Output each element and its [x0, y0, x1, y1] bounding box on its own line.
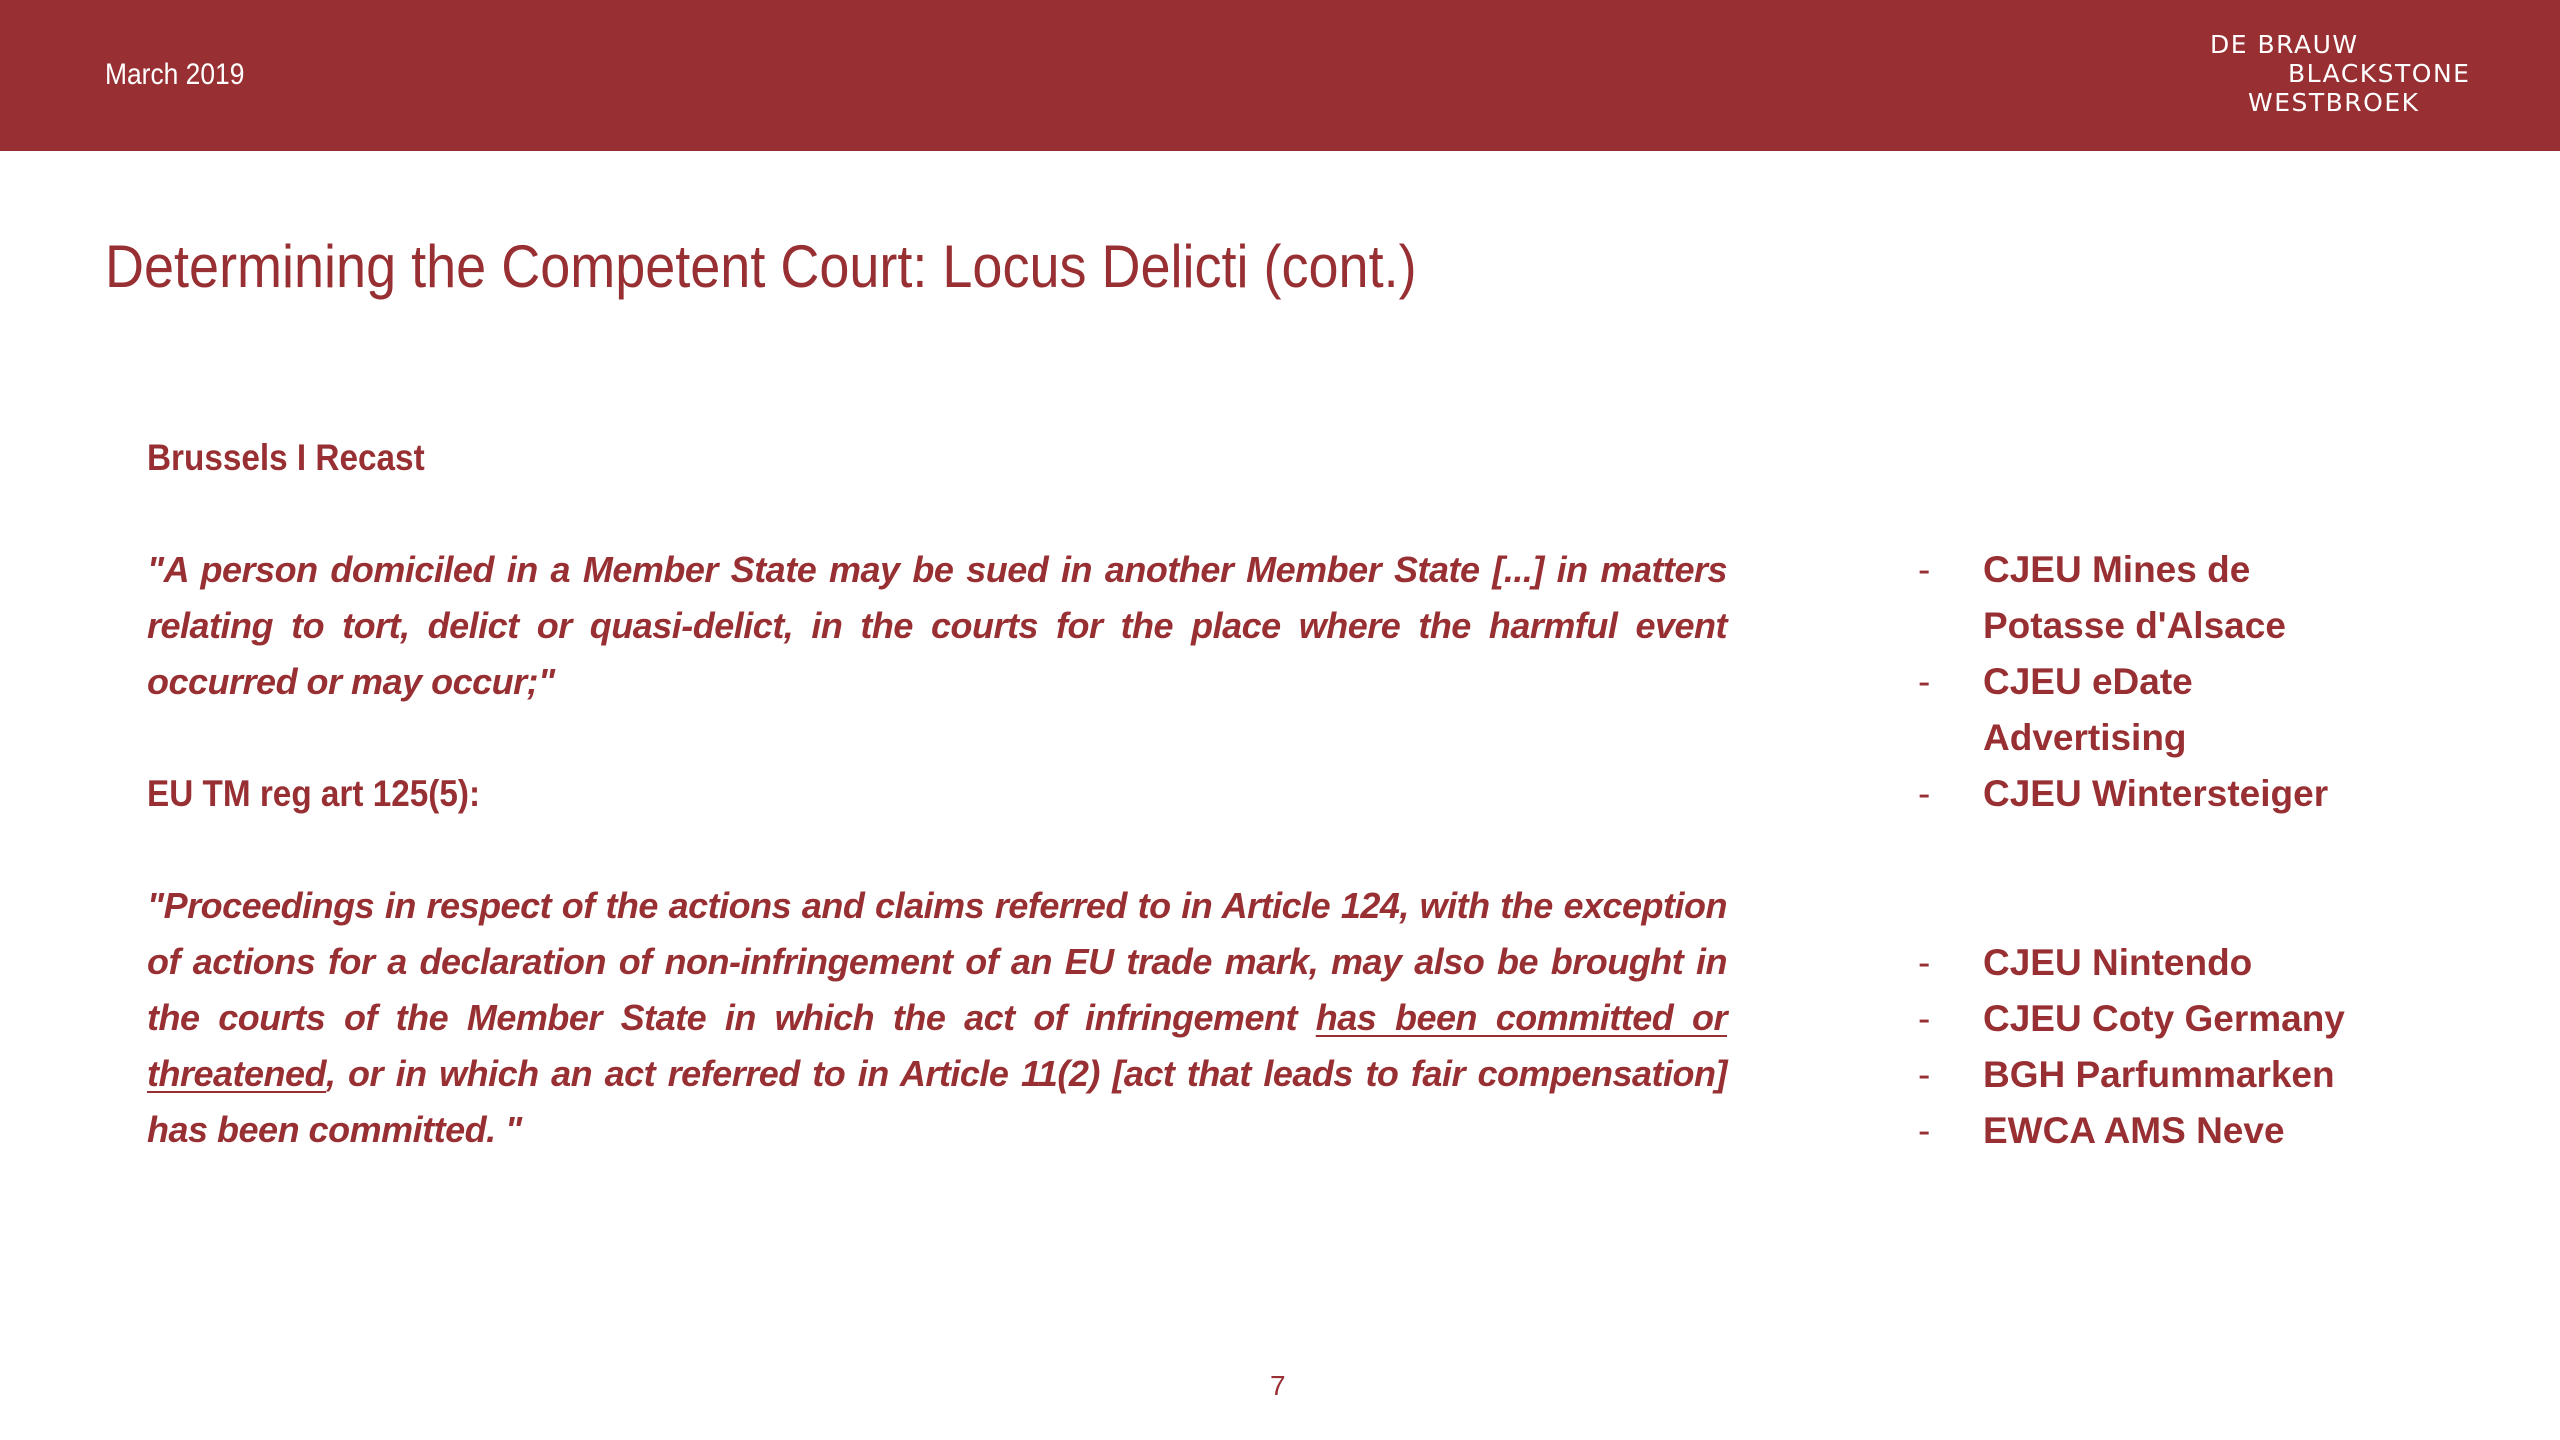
- logo-line-1: DE BRAUW: [2210, 30, 2359, 59]
- quote2-part2: , or in which an act referred to in Article 11(2) [act that leads to fair compensation] has been committed. ": [147, 1053, 1727, 1150]
- header-date: March 2019: [105, 58, 245, 91]
- main-content: [147, 430, 1727, 1158]
- case-name: CJEU eDate Advertising: [1983, 661, 2193, 758]
- list-item: [1918, 766, 2338, 822]
- list-item: [1918, 654, 2338, 766]
- bullet-dash: -: [1918, 998, 1931, 1039]
- list-item: [1918, 991, 2378, 1047]
- bullet-dash: -: [1918, 773, 1931, 814]
- list-item: [1918, 935, 2378, 991]
- bullet-dash: -: [1918, 549, 1931, 590]
- slide-title: Determining the Competent Court: Locus Delicti (cont.): [105, 233, 1417, 300]
- firm-logo: [2210, 30, 2470, 120]
- page-number: 7: [1270, 1370, 1286, 1401]
- header-bar: [0, 0, 2560, 151]
- quote2-underlined: has been committed or threatened: [147, 997, 1727, 1094]
- list-item: [1918, 1103, 2378, 1159]
- case-list-1: [1918, 542, 2338, 822]
- case-name: EWCA AMS Neve: [1983, 1110, 2285, 1151]
- case-list-2: [1918, 935, 2378, 1159]
- quote2-part1: "Proceedings in respect of the actions and claims referred to in Article 124, with the exception of actions for a declaration of non-infringement of an EU trade mark, may also be brought in the courts of the Member State in which the act of infringement: [147, 885, 1727, 1038]
- heading-brussels-recast: Brussels I Recast: [147, 437, 425, 478]
- case-name: CJEU Coty Germany: [1983, 998, 2345, 1039]
- quote-eu-tm-reg: [147, 878, 1727, 1158]
- quote-brussels: "A person domiciled in a Member State may be sued in another Member State [...] in matters relating to tort, delict or quasi-delict, in the courts for the place where the harmful event occurred or may occur;": [147, 549, 1727, 702]
- bullet-dash: -: [1918, 942, 1931, 983]
- logo-line-3: WESTBROEK: [2248, 88, 2420, 117]
- logo-line-2: BLACKSTONE: [2288, 59, 2471, 88]
- case-name: BGH Parfummarken: [1983, 1054, 2335, 1095]
- case-name: CJEU Nintendo: [1983, 942, 2253, 983]
- case-name: CJEU Mines de Potasse d'Alsace: [1983, 549, 2286, 646]
- case-name: CJEU Wintersteiger: [1983, 773, 2329, 814]
- bullet-dash: -: [1918, 1110, 1931, 1151]
- bullet-dash: -: [1918, 661, 1931, 702]
- list-item: [1918, 1047, 2378, 1103]
- bullet-dash: -: [1918, 1054, 1931, 1095]
- list-item: [1918, 542, 2338, 654]
- heading-eu-tm-reg: EU TM reg art 125(5):: [147, 773, 481, 814]
